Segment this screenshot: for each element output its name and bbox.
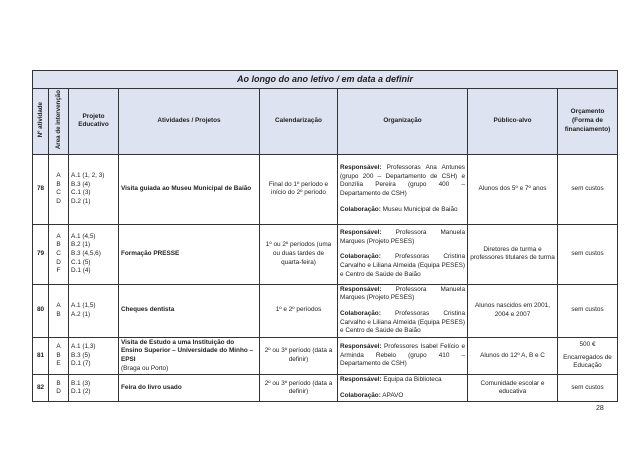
publico-alvo: Comunidade escolar e educativa [468, 375, 558, 402]
area-code: B [56, 379, 61, 387]
area-code: C [56, 189, 61, 197]
projeto-code: C.1 (3) [71, 189, 91, 197]
projeto-codes [69, 337, 119, 374]
organizacao [338, 284, 468, 337]
header-n-atividade: Nº atividade [33, 89, 49, 155]
header-organizacao: Organização [338, 89, 468, 155]
activity-title: Visita de Estudo a uma Instituição do Ensino Superior – Universidade do Minho – EPSI [121, 338, 254, 363]
colaboracao-text: Museu Municipal de Baião [382, 205, 458, 213]
responsavel-text: Professores Isabel Felício e Arminda Rebelo (grupo 410 – Departamento de CSH) [340, 343, 465, 368]
calendarizacao: 1º e 2º períodos [260, 284, 338, 337]
orcamento [558, 337, 618, 374]
area-code: B [56, 310, 61, 318]
projeto-code: A.2 (1) [71, 310, 91, 318]
area-code: A [56, 302, 61, 310]
header-calendarizacao: Calendarização [260, 89, 338, 155]
responsavel-label: Responsável: [340, 376, 382, 384]
projeto-code: D.2 (1) [71, 197, 91, 205]
activity-name [119, 337, 260, 374]
organizacao [338, 154, 468, 224]
projeto-codes [69, 284, 119, 337]
table-row [33, 337, 618, 374]
table-title-row [33, 71, 618, 89]
responsavel-text: Professora Manuela Marques (Projeto PESES) [340, 229, 465, 245]
header-atividades: Atividades / Projetos [119, 89, 260, 155]
projeto-codes [69, 224, 119, 284]
colaboracao-label: Colaboração: [340, 309, 381, 317]
projeto-codes [69, 375, 119, 402]
responsavel-text: Professora Manuela Marques (Projeto PESES) [340, 285, 465, 302]
table-header-row [33, 89, 618, 155]
orcamento [558, 284, 618, 337]
projeto-code: B.1 (3) [71, 379, 91, 387]
colaboracao-label: Colaboração: [340, 253, 381, 261]
projeto-code: B.2 (1) [71, 241, 91, 249]
responsavel-label: Responsável: [340, 229, 382, 237]
organizacao [338, 337, 468, 374]
projeto-code: D.1 (7) [71, 360, 91, 368]
header-orcamento: Orçamento (Forma de financiamento) [558, 89, 618, 155]
projeto-code: A.1 (1, 2, 3) [71, 172, 105, 180]
area-code: A [56, 343, 61, 351]
table-row [33, 375, 618, 402]
colaboracao-text: APAVO [382, 391, 404, 399]
orcamento [558, 375, 618, 402]
colaboracao-text: Professoras Cristina Carvalho e Liliana Almeida (Equipa PESES) e Centro de Saúde de Baião [340, 309, 465, 335]
responsavel-label: Responsável: [340, 164, 382, 172]
organizacao [338, 375, 468, 402]
activity-number: 78 [33, 154, 49, 224]
orcamento [558, 154, 618, 224]
responsavel-label: Responsável: [340, 285, 382, 293]
orcamento-value: sem custos [571, 383, 604, 391]
area-code: F [56, 267, 61, 275]
activity-name [119, 375, 260, 402]
colaboracao-label: Colaboração: [340, 205, 381, 213]
table-row [33, 154, 618, 224]
publico-alvo: Alunos dos 5º e 7º anos [468, 154, 558, 224]
activity-title: Feira do livro usado [121, 383, 182, 391]
area-codes [49, 284, 69, 337]
area-code: D [56, 197, 61, 205]
projeto-code: B.3 (5) [71, 351, 91, 359]
orcamento-value: sem custos [571, 184, 604, 192]
page-number: 28 [596, 405, 604, 412]
projeto-code: D.1 (2) [71, 388, 91, 396]
header-projeto: Projeto Educativo [69, 89, 119, 155]
publico-alvo: Diretores de turma e professores titulares de turma [468, 224, 558, 284]
activity-number: 81 [33, 337, 49, 374]
projeto-code: B.3 (4) [71, 180, 91, 188]
activity-title: Cheques dentista [121, 306, 175, 314]
activity-title: Visita guiada ao Museu Municipal de Baião [121, 184, 252, 192]
area-code: B [56, 180, 61, 188]
calendarizacao: 2º ou 3º período (data a definir) [260, 337, 338, 374]
projeto-code: D.1 (4) [71, 267, 91, 275]
colaboracao-text: Professoras Cristina Carvalho e Liliana Almeida (Equipa PESES) e Centro de Saúde de Baião [340, 253, 465, 278]
area-code: B [56, 241, 61, 249]
orcamento-note: Encarregados de Educação [563, 353, 612, 370]
area-codes [49, 337, 69, 374]
responsavel-text: Equipa da Biblioteca [383, 376, 442, 384]
projeto-code: A.1 (1,5) [71, 302, 96, 310]
orcamento [558, 224, 618, 284]
area-code: A [56, 172, 61, 180]
publico-alvo: Alunos do 12º A, B e C [468, 337, 558, 374]
projeto-code: A.1 (4,5) [71, 232, 96, 240]
area-code: E [56, 360, 61, 368]
table-title: Ao longo do ano letivo / em data a definir [33, 71, 618, 89]
area-code: A [56, 232, 61, 240]
area-code: C [56, 249, 61, 257]
organizacao [338, 224, 468, 284]
header-area: Área de intervenção [49, 89, 69, 155]
activity-name [119, 224, 260, 284]
responsavel-text: Professoras Ana Antunes (grupo 200 – Departamento de CSH) e Donzília Pereira (grupo 400 – Departamento de CSH) [340, 164, 465, 198]
responsavel-label: Responsável: [340, 343, 382, 351]
area-codes [49, 375, 69, 402]
activity-number: 80 [33, 284, 49, 337]
projeto-codes [69, 154, 119, 224]
activity-name [119, 284, 260, 337]
projeto-code: A.1 (1,3) [71, 343, 96, 351]
activity-name [119, 154, 260, 224]
calendarizacao: 1º ou 2º períodos (uma ou duas tardes de quarta-feira) [260, 224, 338, 284]
activity-title: Formação PRESSE [121, 249, 180, 257]
projeto-code: B.3 (4,5,6) [71, 249, 101, 257]
area-code: D [56, 258, 61, 266]
table-row [33, 224, 618, 284]
area-code: D [56, 388, 61, 396]
area-codes [49, 154, 69, 224]
activities-table [32, 70, 618, 402]
area-code: B [56, 351, 61, 359]
publico-alvo: Alunos nascidos em 2001, 2004 e 2007 [468, 284, 558, 337]
table-row [33, 284, 618, 337]
orcamento-value: 500 € [579, 341, 596, 349]
orcamento-value: sem custos [571, 249, 604, 257]
activity-note: (Braga ou Porto) [121, 364, 169, 372]
orcamento-value: sem custos [571, 306, 604, 314]
colaboracao-label: Colaboração: [340, 391, 381, 399]
area-codes [49, 224, 69, 284]
calendarizacao: 2º ou 3º período (data a definir) [260, 375, 338, 402]
activity-number: 82 [33, 375, 49, 402]
activity-number: 79 [33, 224, 49, 284]
calendarizacao: Final do 1º período e início do 2º período [260, 154, 338, 224]
header-publico: Público-alvo [468, 89, 558, 155]
projeto-code: C.1 (5) [71, 258, 91, 266]
